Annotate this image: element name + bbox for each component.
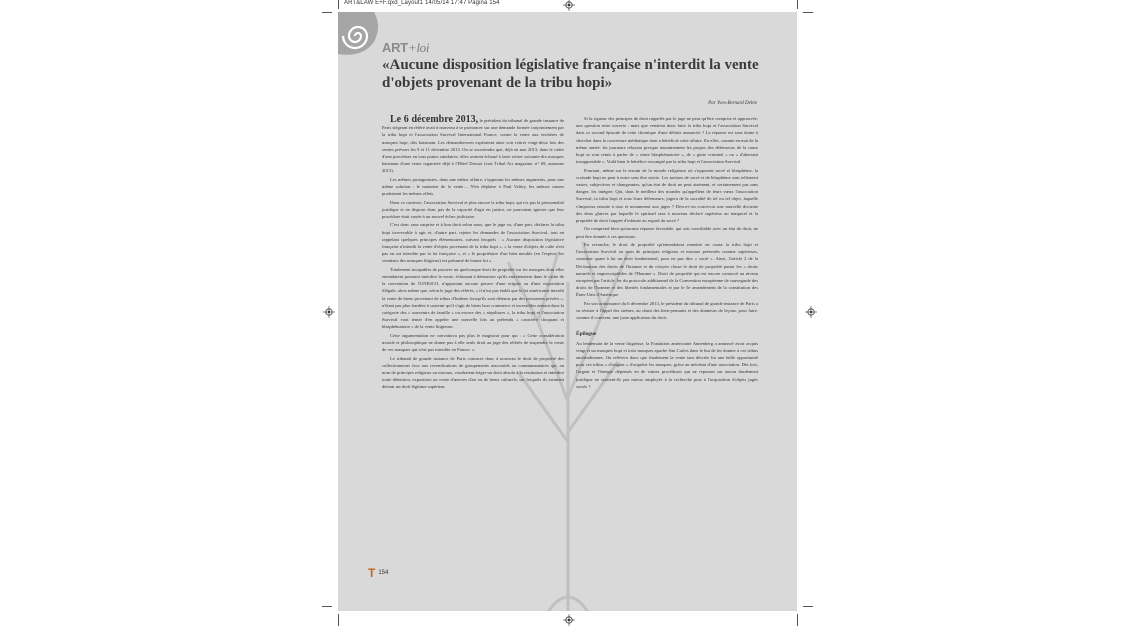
epilogue-paragraph: Au lendemain de la vente litigieuse, la Fondation américaine Annenberg a annoncé avoir acquis vingt et un masques hopi et trois masques apache San Carlos dans le but de les donner à ces tribus amérindiennes. On relèvera donc que finalement la vente tant décriée fut une belle opportunité pour ces tribus « d'origine » d'acquérir les masques, grâce au mécénat d'une association. Dès lors, l'argent et l'énergie dépensés en de vaines procédures qui ne reposent sur aucun fondement juridique ne seraient-ils pas mieux employés à la recherche puis à l'acquisition d'objets jugés sacrés ? [576,340,758,389]
body-paragraph: On comprend bien qu'aucune réponse favorable, qui soit conciliable avec un état de droit, ne peut être donnée à ces questions. [576,226,758,239]
right-column [576,115,758,391]
lead-dropcap: Le 6 décembre 2013, [390,114,479,125]
article-byline: Par Yves-Bernard Debie [708,101,757,106]
folio-mark: T [368,566,376,580]
lead-paragraph [382,115,564,175]
registration-mark-icon [563,614,575,626]
registration-mark-icon [323,306,335,318]
registration-mark-icon [563,0,575,11]
magazine-page [338,12,797,611]
slug-line: ART&LAW E+F.qxd_Layout1 14/05/14 17:47 Pagina 154 [344,0,500,6]
brand-plus: + [407,40,417,55]
left-column [382,115,564,392]
crop-mark [797,0,798,9]
body-paragraph: Dans ce contexte, l'association Survival et plus encore la tribu hopi, qui n'a pas la personnalité juridique et ne dispose donc pas de la capacité d'agir en justice, ne pouvaient ignorer que leur procédure était vouée à un nouvel échec judiciaire. [382,199,564,220]
spiral-logo-icon [338,12,382,60]
brand-art: ART [382,40,408,55]
crop-mark [803,12,813,13]
body-paragraph: Pourtant, même sur le terrain de la morale religieuse où s'opposent sacré et blasphème, la croisade hopi ne peut à notre sens être suivie. Les notions de sacré et de blasphème sont tellement vastes, subjectives et changeantes, qu'un état de droit ne peut aisément, et certainement pas sans danger, les intégrer. Qui, dans le meilleur des mondes qu'appellent de leurs vœux l'association Survival, la tribu hopi et tous leurs défenseurs, jugera de la sacralité de tel ou tel objet, laquelle s'imposera ensuite à tous et notamment aux juges ? Devra-t-on concevoir une nouvelle doctrine des deux glaives par laquelle le spirituel sera à nouveau déclaré supérieur au temporel et la propriété de droit frappée d'infamie au regard du sacré ? [576,167,758,224]
crop-mark [322,12,332,13]
article-headline: «Aucune disposition législative française n'interdit la vente d'objets provenant de la tribu hopi» [382,57,759,91]
crop-mark [797,614,798,626]
body-paragraph: En revanche, le droit de propriété qu'entendaient remettre en cause la tribu hopi et l'association Survival au nom de principes religieux et moraux présentés comme supérieurs, constitue quant à lui un droit fondamental, pour ne pas dire « sacré ». Ainsi, l'article 2 de la Déclaration des droits de l'homme et du citoyen classe le droit de propriété parmi les « droits naturels et imprescriptibles de l'Homme ». Droit de propriété qui est encore consacré au niveau européen par l'article 1er du protocole additionnel de la Convention européenne de sauvegarde des droits de l'homme et des libertés fondamentales et par le 5e amendement de la constitution des États-Unis d'Amérique. [576,242,758,298]
body-paragraph: Cette argumentation ne convaincra pas plus le magistrat pour qui : « Cette considération morale et philosophique ne donne pas à elle seule droit au juge des référés de suspendre la vente de ces masques qui n'est pas interdite en France. ». [382,332,564,353]
registration-mark-icon [805,306,817,318]
crop-mark [338,614,339,626]
crop-mark [338,0,339,9]
body-paragraph: Si la rigueur des principes de droit rappelés par le juge ne peut qu'être comprise et approuvée, une question reste ouverte : mais que venaient donc faire la tribu hopi et l'association Survival dans ce second épisode de cette chronique d'une défaite annoncée ? La réponse est sans doute à chercher dans la couverture médiatique dont a bénéficié cette affaire. En effet, comme en mai de la même année, les journaux relayant presque unanimement les propos des défenseurs de la cause hopi se sont remis à parler de « vente blasphématoire », de « geste criminel » ou « d'aberrant insupportable ». Voilà bien le bénéfice escompté par la tribu hopi et l'association Survival. [576,116,758,165]
crop-mark [322,606,332,607]
section-title-epilogue: Épilogue [576,331,597,338]
lead-text: le président du tribunal de grande instance de Paris siégeant en référé avait à nouveau à se prononcer sur une demande formée conjointement par la tribu hopi et l'association Survival International France, contre la vente aux enchères de masques hopi, dits katsinam. Les demanderesses espéraient ainsi voir retirer vingt-deux lots des ventes prévues les 9 et 11 décembre 2013. On se souviendra que, déjà en mai 2013, dans le cadre d'une procédure en tous points similaires, elles avaient échoué à faire retirer soixante-dix masques katsinam d'une vente organisée déjà à l'Hôtel Drouot (voir Tribal Art magazine, n° 69, automne 2013). [382,118,565,174]
body-paragraph: Totalement incapables de prouver un quelconque droit de propriété sur les masques dont elles entendaient pourtant interdire la vente, échouant à démontrer qu'ils entretenaient dans le cadre de la convention de l'UNESCO, n'apportant aucune preuve d'une origine ou d'une exportation illégale, alors même que, selon le juge des référés, « il n'est pas établi que la loi américaine interdit la vente de biens provenant de tribus d'Indiens lorsqu'ils sont détenus par des personnes privées », n'étant pas plus fondées à soutenir qu'il s'agit de biens hors commerce et incessibles entrant dans la catégorie des « souvenirs de famille » ou encore des « sépultures », la tribu hopi et l'association Survival vont tenter d'en appeler une nouvelle fois au prétendu « caractère choquant et blasphématoire » de la vente litigieuse. [382,266,564,330]
body-paragraph: C'est donc sans surprise et à bon droit selon nous, que le juge va, d'une part, déclarer la tribu hopi irrecevable à agir et, d'autre part, rejeter les demandes de l'association Survival, tout en rappelant quelques principes élémentaires, suivant lesquels : « Aucune disposition législative française n'interdit la vente d'objets provenant de la tribu hopi », « la vente d'objets de culte n'est pas en soi interdite par la loi française », et « le propriétaire d'un bien meuble (en l'espèce, les vendeurs des masques litigieux) est présumé de bonne foi ». [382,222,564,264]
crop-mark [803,606,813,607]
body-paragraph: Le tribunal de grande instance de Paris consacre donc à nouveau le droit de propriété des collectionneurs face aux revendications de groupements associatifs ou communautaires qui, au nom de principes religieux ou moraux, voudraient ériger un droit absolu à la restitution et interdire toute détention, exposition ou vente d'œuvres d'art ou de biens culturels, sur lesquels ils estiment détenir un droit légitime supérieur. [382,355,564,390]
body-paragraph: Les mêmes protagonistes, dans une même affaire, s'opposant les mêmes arguments, pour une même solution : le maintien de la vente… N'en déplaise à Paul Valéry, les mêmes causes produisent les mêmes effets. [382,176,564,197]
page-number: 154 [378,570,389,576]
page-folio [368,567,388,579]
body-paragraph: Par son ordonnance du 6 décembre 2013, le président du tribunal de grande instance de Paris a su résister à l'appel des sirènes, au chant des bien-pensants et des donneurs de leçons, pour faire, comme il convient, une juste application du droit. [576,300,758,321]
brand-loi: loi [416,40,430,55]
section-brand [382,40,429,56]
